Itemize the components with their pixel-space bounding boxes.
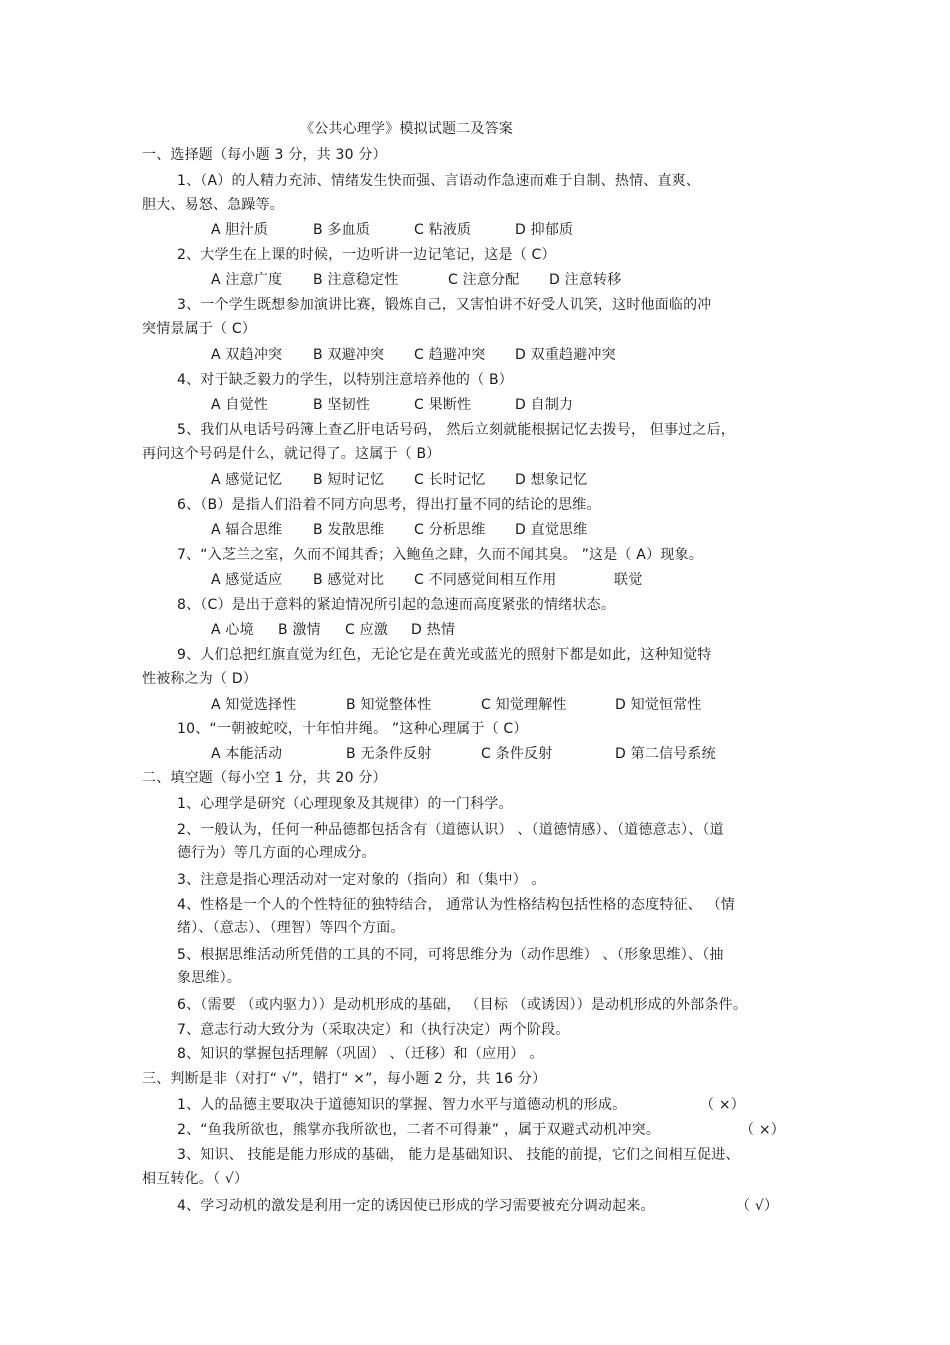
judge-2: 2、“鱼我所欲也，熊掌亦我所欲也，二者不可得兼” ，属于双避式动机冲突。 — [177, 1122, 661, 1138]
question-9-line-2: 性被称之为（ D） — [142, 671, 258, 687]
question-6: 6、（B）是指人们沿着不同方向思考，得出打量不同的结论的思维。 — [177, 497, 601, 513]
section-heading-true-false: 三、判断是非（对打“ √”，错打“ ×”，每小题 2 分，共 16 分） — [142, 1071, 547, 1087]
question-5-option-c: C 长时记忆 — [414, 472, 486, 488]
question-3-option-b: B 双避冲突 — [313, 347, 385, 363]
judge-4: 4、学习动机的激发是利用一定的诱因使已形成的学习需要被充分调动起来。 — [177, 1198, 655, 1214]
judge-3-line-2: 相互转化。（ √） — [142, 1171, 249, 1187]
question-6-option-b: B 发散思维 — [313, 522, 385, 538]
question-2-option-c: C 注意分配 — [448, 272, 520, 288]
question-3-line-1: 3、一个学生既想参加演讲比赛，锻炼自己，又害怕讲不好受人讥笑，这时他面临的冲 — [177, 297, 712, 313]
fill-5-line-2: 象思维）。 — [177, 970, 241, 986]
fill-5-line-1: 5、根据思维活动所凭借的工具的不同，可将思维分为（动作思维） 、（形象思维）、（抽 — [177, 947, 724, 963]
question-9-option-a: A 知觉选择性 — [211, 697, 297, 713]
question-10-option-b: B 无条件反射 — [346, 746, 432, 762]
question-8-option-b: B 激情 — [278, 622, 321, 638]
question-10-option-c: C 条件反射 — [481, 746, 553, 762]
question-4-option-a: A 自觉性 — [211, 397, 269, 413]
fill-2-line-1: 2、一般认为，任何一种品德都包括含有（道德认识） 、（道德情感）、（道德意志）、（道 — [177, 822, 724, 838]
question-6-option-d: D 直觉思维 — [515, 522, 588, 538]
question-7-option-d: 联觉 — [614, 572, 643, 588]
fill-4-line-1: 4、性格是一个人的个性特征的独特结合， 通常认为性格结构包括性格的态度特征、 （情 — [177, 897, 736, 913]
section-heading-fill-in: 二、填空题（每小空 1 分，共 20 分） — [142, 770, 387, 786]
question-9-line-1: 9、人们总把红旗直觉为红色，无论它是在黄光或蓝光的照射下都是如此，这种知觉特 — [177, 647, 712, 663]
question-7-option-a: A 感觉适应 — [211, 572, 283, 588]
question-6-option-c: C 分析思维 — [414, 522, 486, 538]
question-4-option-b: B 坚韧性 — [313, 397, 371, 413]
question-5-option-a: A 感觉记忆 — [211, 472, 283, 488]
fill-7: 7、意志行动大致分为（采取决定）和（执行决定）两个阶段。 — [177, 1022, 570, 1038]
page-title: 《公共心理学》模拟试题二及答案 — [300, 121, 513, 137]
question-7-option-b: B 感觉对比 — [313, 572, 385, 588]
question-1-option-a: A 胆汁质 — [211, 222, 269, 238]
question-1-option-b: B 多血质 — [313, 222, 371, 238]
question-4-option-c: C 果断性 — [414, 397, 472, 413]
question-9-option-d: D 知觉恒常性 — [615, 697, 702, 713]
question-7-option-c: C 不同感觉间相互作用 — [414, 572, 557, 588]
question-8: 8、（C）是出于意料的紧迫情况所引起的急速而高度紧张的情绪状态。 — [177, 597, 616, 613]
question-9-option-b: B 知觉整体性 — [346, 697, 432, 713]
question-7: 7、“入芝兰之室，久而不闻其香；入鲍鱼之肆，久而不闻其臭。 ”这是（ A）现象。 — [177, 547, 703, 563]
question-1-line-2: 胆大、易怒、急躁等。 — [142, 197, 284, 213]
question-2-option-d: D 注意转移 — [549, 272, 622, 288]
question-10-option-d: D 第二信号系统 — [615, 746, 716, 762]
question-3-option-d: D 双重趋避冲突 — [515, 347, 616, 363]
question-5-option-b: B 短时记忆 — [313, 472, 385, 488]
judge-1-mark: （ ×） — [700, 1097, 745, 1113]
fill-1: 1、心理学是研究（心理现象及其规律）的一门科学。 — [177, 796, 513, 812]
judge-4-mark: （ √） — [736, 1198, 779, 1214]
fill-8: 8、知识的掌握包括理解（巩固） 、（迁移）和（应用） 。 — [177, 1046, 544, 1062]
question-6-option-a: A 辐合思维 — [211, 522, 283, 538]
question-10: 10、“一朝被蛇咬，十年怕井绳。 ”这种心理属于（ C） — [177, 721, 528, 737]
question-8-option-d: D 热情 — [411, 622, 456, 638]
fill-6: 6、（需要 （或内驱力））是动机形成的基础， （目标 （或诱因））是动机形成的外部条件。 — [177, 997, 748, 1013]
judge-1: 1、人的品德主要取决于道德知识的掌握、智力水平与道德动机的形成。 — [177, 1097, 627, 1113]
question-2: 2、大学生在上课的时候，一边听讲一边记笔记，这是（ C） — [177, 247, 556, 263]
question-5-option-d: D 想象记忆 — [515, 472, 588, 488]
section-heading-choice: 一、选择题（每小题 3 分，共 30 分） — [142, 147, 387, 163]
question-2-option-a: A 注意广度 — [211, 272, 283, 288]
question-1-option-c: C 粘液质 — [414, 222, 472, 238]
question-5-line-2: 再问这个号码是什么，就记得了。这属于（ B） — [142, 446, 441, 462]
fill-2-line-2: 德行为）等几方面的心理成分。 — [177, 845, 376, 861]
fill-3: 3、注意是指心理活动对一定对象的（指向）和（集中） 。 — [177, 872, 546, 888]
question-1-line-1: 1、（A）的人精力充沛、情绪发生快而强、言语动作急速而难于自制、热情、直爽、 — [177, 173, 701, 189]
question-10-option-a: A 本能活动 — [211, 746, 283, 762]
question-3-line-2: 突情景属于（ C） — [142, 321, 257, 337]
question-3-option-a: A 双趋冲突 — [211, 347, 283, 363]
question-4: 4、对于缺乏毅力的学生，以特别注意培养他的（ B） — [177, 372, 513, 388]
question-8-option-c: C 应激 — [345, 622, 389, 638]
judge-3-line-1: 3、知识、 技能是能力形成的基础， 能力是基础知识、 技能的前提，它们之间相互促进、 — [177, 1147, 740, 1163]
question-1-option-d: D 抑郁质 — [515, 222, 574, 238]
judge-2-mark: （ ×） — [740, 1122, 785, 1138]
question-4-option-d: D 自制力 — [515, 397, 574, 413]
question-2-option-b: B 注意稳定性 — [313, 272, 399, 288]
question-8-option-a: A 心境 — [211, 622, 254, 638]
fill-4-line-2: 绪）、（意志）、（理智）等四个方面。 — [177, 920, 405, 936]
question-5-line-1: 5、我们从电话号码簿上查乙肝电话号码， 然后立刻就能根据记忆去拨号， 但事过之后， — [177, 422, 736, 438]
question-3-option-c: C 趋避冲突 — [414, 347, 486, 363]
question-9-option-c: C 知觉理解性 — [481, 697, 567, 713]
